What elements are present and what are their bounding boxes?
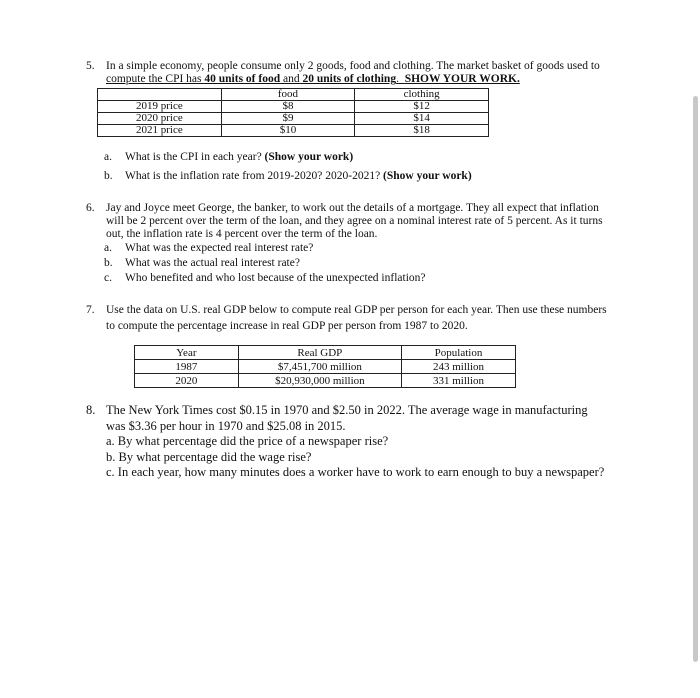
q8-line: a. By what percentage did the price of a newspaper rise?	[106, 434, 389, 448]
q5-sub-a	[104, 151, 353, 164]
table-cell: 2020	[135, 374, 239, 388]
table-header-cell: Real GDP	[238, 346, 401, 360]
q8-line: The New York Times cost $0.15 in 1970 and $2.50 in 2022. The average wage in manufacturing	[106, 403, 588, 417]
q5-sub-b	[104, 170, 472, 183]
q5-line-1: In a simple economy, people consume only 2 goods, food and clothing. The market basket of goods used to	[106, 60, 600, 72]
table-cell: $20,930,000 million	[238, 374, 401, 388]
cpi-price-table	[97, 88, 489, 137]
question-number: 6.	[86, 202, 95, 214]
question-5-text	[106, 60, 666, 86]
question-8	[86, 403, 676, 481]
q8-line: was $3.36 per hour in 1970 and $25.08 in 2015.	[106, 418, 346, 433]
gdp-table	[134, 345, 516, 388]
table-header-cell	[98, 89, 222, 101]
q8-line: c. In each year, how many minutes does a worker have to work to earn enough to buy a newspaper?	[106, 465, 605, 479]
sub-text: Who benefited and who lost because of the unexpected inflation?	[125, 272, 426, 284]
q6-sub-b	[104, 257, 300, 270]
question-7	[86, 304, 676, 333]
table-row	[98, 113, 489, 125]
sub-text: What is the inflation rate from 2019-2020? 2020-2021?	[125, 170, 381, 182]
table-row	[98, 101, 489, 113]
table-cell: $12	[355, 101, 489, 113]
sub-label: a.	[104, 151, 112, 163]
q6-sub-c	[104, 272, 426, 285]
question-number: 5.	[86, 60, 95, 72]
table-header-cell: clothing	[355, 89, 489, 101]
table-cell: 331 million	[402, 374, 516, 388]
table-cell: $18	[355, 125, 489, 137]
question-number: 8.	[86, 403, 96, 417]
table-cell: $8	[221, 101, 355, 113]
question-7-text	[106, 304, 676, 333]
question-6	[86, 202, 666, 241]
table-cell: $9	[221, 113, 355, 125]
table-header-row	[98, 89, 489, 101]
q7-line: to compute the percentage increase in real GDP per person from 1987 to 2020.	[106, 320, 468, 332]
q6-line: out, the inflation rate is 4 percent over the term of the loan.	[106, 228, 378, 240]
q5-line-2: compute the CPI has 40 units of food and 20 units of clothing. SHOW YOUR WORK.	[106, 73, 520, 85]
sub-text: What was the expected real interest rate?	[125, 242, 314, 254]
table-row	[98, 125, 489, 137]
sub-label: b.	[104, 170, 113, 182]
table-header-cell: food	[221, 89, 355, 101]
sub-bold: (Show your work)	[264, 151, 354, 163]
question-5	[86, 60, 666, 86]
table-header-cell: Year	[135, 346, 239, 360]
sub-text: What is the CPI in each year?	[125, 151, 262, 163]
sub-label: b.	[104, 257, 113, 269]
table-cell: $10	[221, 125, 355, 137]
q7-line: Use the data on U.S. real GDP below to compute real GDP per person for each year. Then use these numbers	[106, 304, 607, 316]
sub-text: What was the actual real interest rate?	[125, 257, 300, 269]
sub-label: a.	[104, 242, 112, 254]
q8-line: b. By what percentage did the wage rise?	[106, 449, 312, 464]
table-cell: 1987	[135, 360, 239, 374]
table-cell: 2021 price	[98, 125, 222, 137]
q6-line: Jay and Joyce meet George, the banker, to work out the details of a mortgage. They all expect that inflation	[106, 202, 599, 214]
question-number: 7.	[86, 304, 95, 316]
table-cell: 2019 price	[98, 101, 222, 113]
table-row	[135, 374, 516, 388]
sub-label: c.	[104, 272, 112, 284]
table-cell: 2020 price	[98, 113, 222, 125]
question-6-text	[106, 202, 666, 241]
sub-bold: (Show your work)	[383, 170, 472, 182]
table-row	[135, 360, 516, 374]
vertical-scrollbar[interactable]	[693, 96, 698, 662]
q6-sub-a	[104, 242, 313, 255]
table-header-row	[135, 346, 516, 360]
question-8-text	[106, 403, 676, 481]
table-header-cell: Population	[402, 346, 516, 360]
table-cell: 243 million	[402, 360, 516, 374]
q6-line: will be 2 percent over the term of the loan, and they agree on a nominal interest rate of 5 percent. As it turns	[106, 215, 603, 227]
table-cell: $14	[355, 113, 489, 125]
table-cell: $7,451,700 million	[238, 360, 401, 374]
